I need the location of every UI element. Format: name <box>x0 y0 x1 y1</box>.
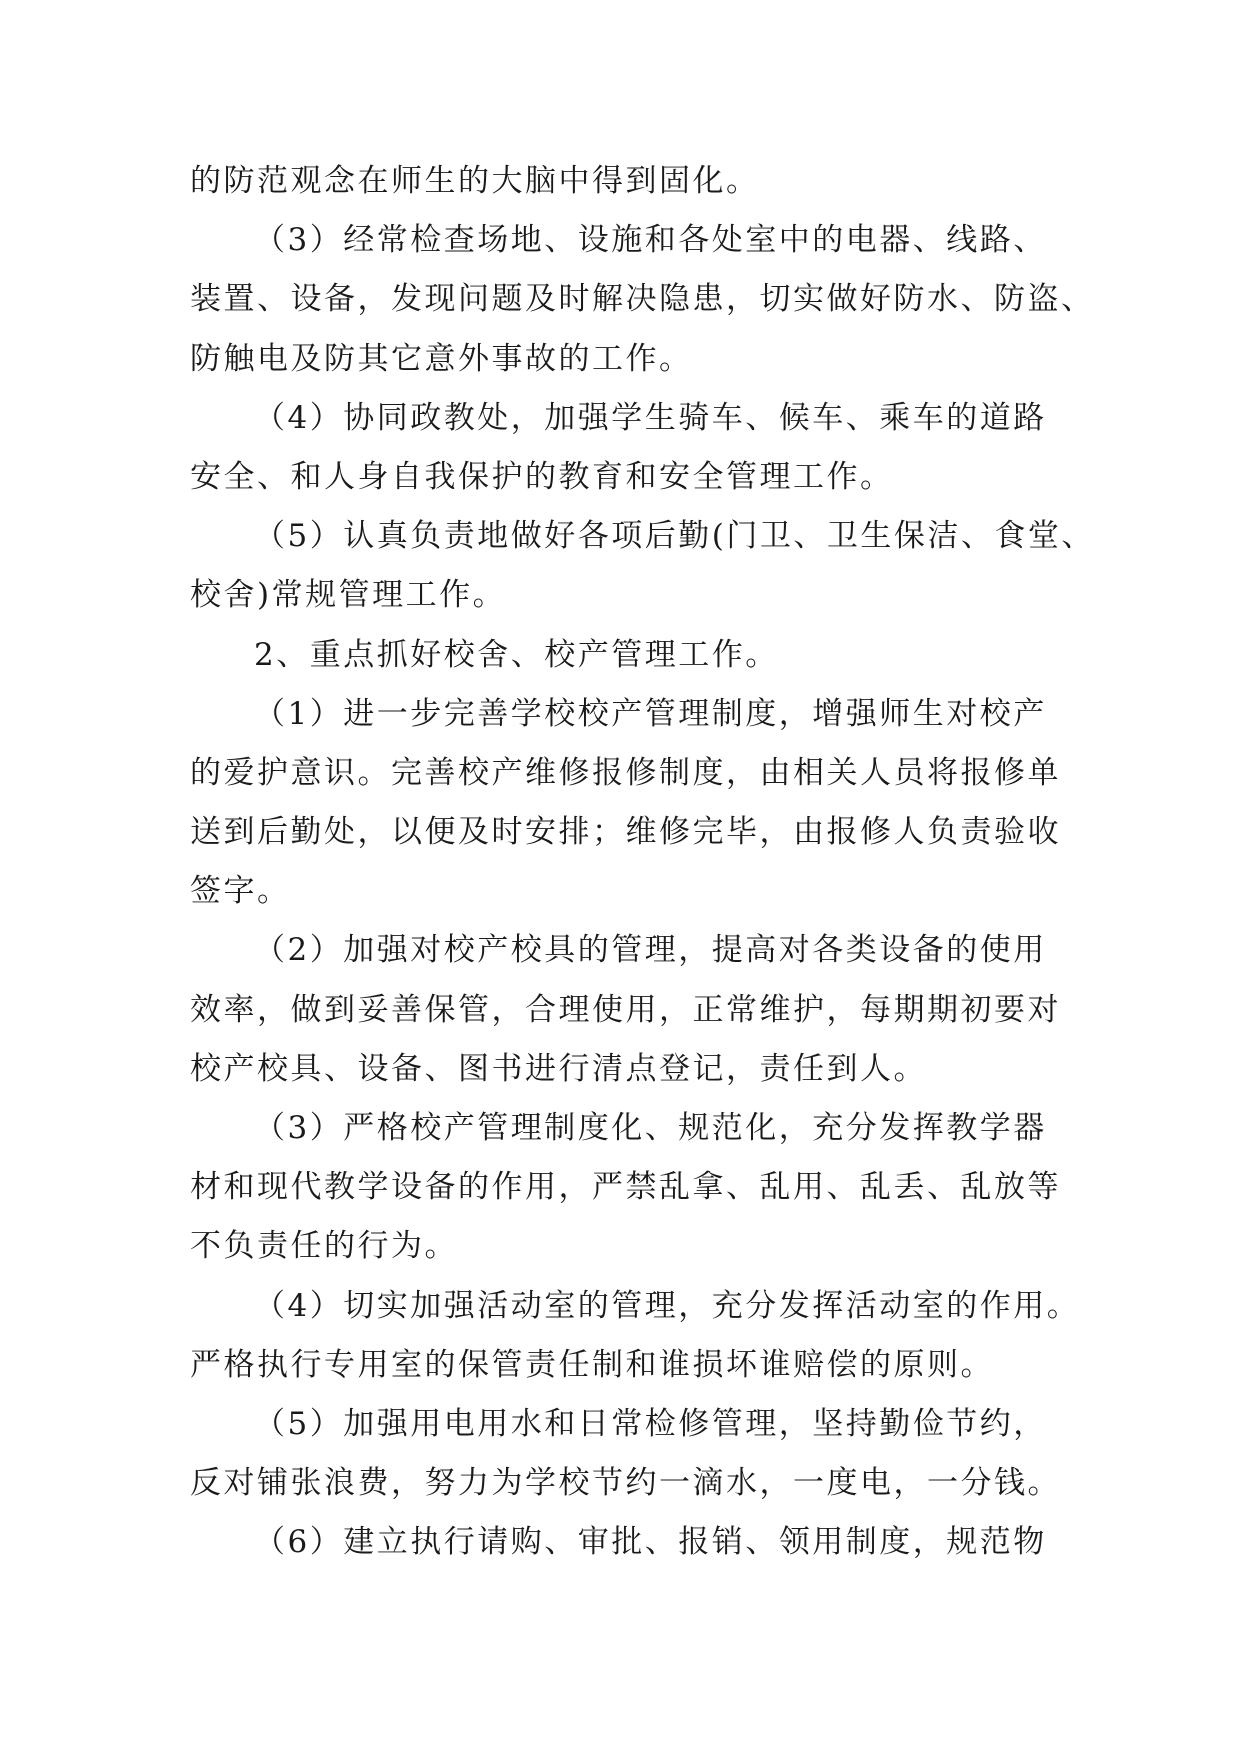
text-line: 签字。 <box>190 873 291 910</box>
text-line: 不负责任的行为。 <box>190 1228 458 1265</box>
text-line: （3）严格校产管理制度化、规范化，充分发挥教学器 <box>254 1110 1047 1146</box>
text-line: 防触电及防其它意外事故的工作。 <box>190 340 693 377</box>
text-line: 送到后勤处，以便及时安排；维修完毕，由报修人负责验收 <box>190 814 1061 851</box>
text-line: 材和现代教学设备的作用，严禁乱拿、乱用、乱丢、乱放等 <box>190 1169 1061 1206</box>
text-line: 严格执行专用室的保管责任制和谁损坏谁赔偿的原则。 <box>190 1346 994 1383</box>
text-line: 的爱护意识。完善校产维修报修制度，由相关人员将报修单 <box>190 754 1061 791</box>
text-line: 2、重点抓好校舍、校产管理工作。 <box>254 636 779 673</box>
text-line: （1）进一步完善学校校产管理制度，增强师生对校产 <box>254 695 1047 732</box>
text-line: 反对铺张浪费，努力为学校节约一滴水，一度电，一分钱。 <box>190 1465 1061 1502</box>
text-line: （5）加强用电用水和日常检修管理，坚持勤俭节约， <box>254 1405 1047 1442</box>
text-line: （2）加强对校产校具的管理，提高对各类设备的使用 <box>254 932 1047 969</box>
text-line: 装置、设备，发现问题及时解决隐患，切实做好防水、防盗、 <box>190 281 1095 318</box>
text-line: 校产校具、设备、图书进行清点登记，责任到人。 <box>190 1050 927 1087</box>
text-line: （5）认真负责地做好各项后勤(门卫、卫生保洁、食堂、 <box>254 518 1095 555</box>
document-body <box>190 152 1095 1573</box>
text-line: （3）经常检查场地、设施和各处室中的电器、线路、 <box>254 222 1047 259</box>
text-line: （6）建立执行请购、审批、报销、领用制度，规范物 <box>254 1524 1047 1561</box>
text-line: 效率，做到妥善保管，合理使用，正常维护，每期期初要对 <box>190 991 1061 1028</box>
text-line: 的防范观念在师生的大脑中得到固化。 <box>190 163 760 199</box>
text-line: （4）切实加强活动室的管理，充分发挥活动室的作用。 <box>254 1287 1081 1324</box>
text-line: 校舍)常规管理工作。 <box>190 577 507 614</box>
text-line: （4）协同政教处，加强学生骑车、候车、乘车的道路 <box>254 399 1047 436</box>
text-line: 安全、和人身自我保护的教育和安全管理工作。 <box>190 458 894 495</box>
